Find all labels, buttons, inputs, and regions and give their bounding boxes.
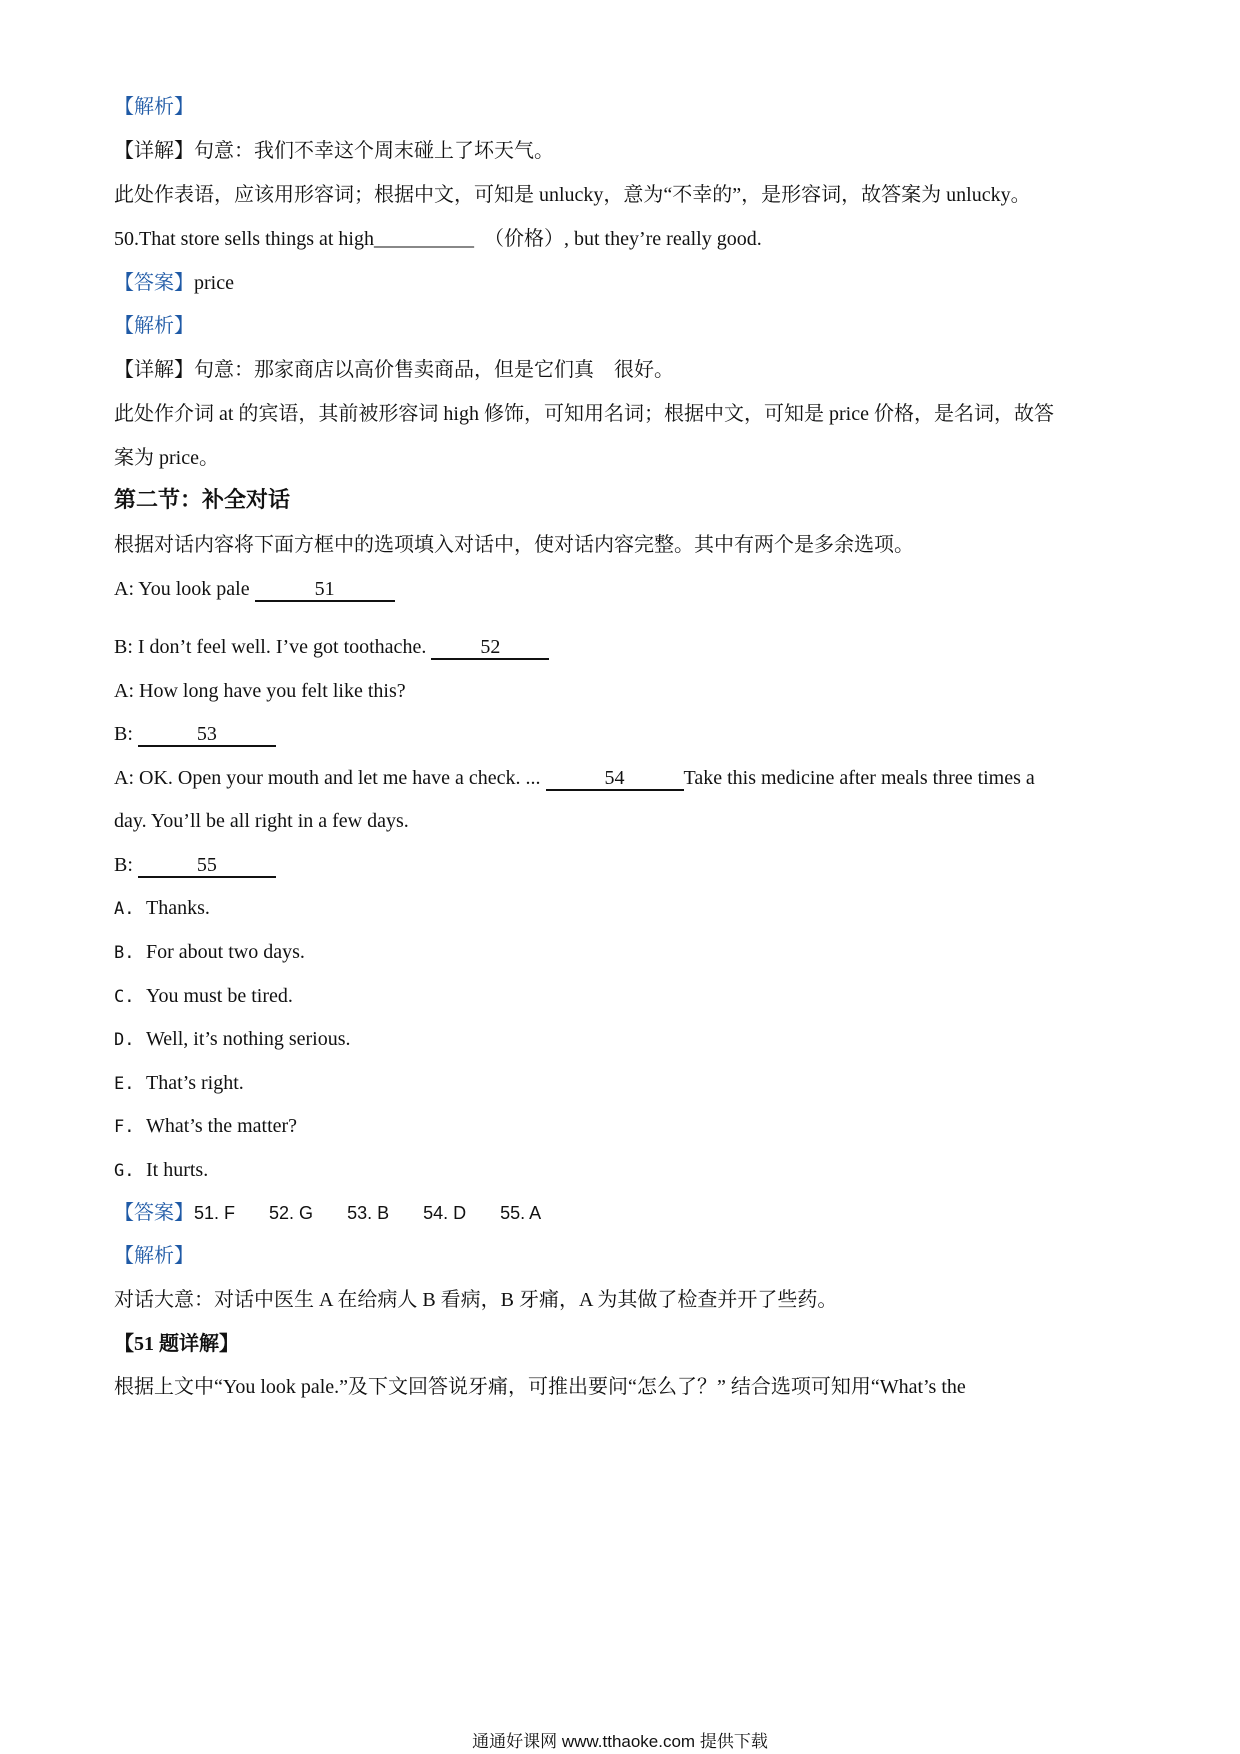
answer-blank: __________ xyxy=(373,228,474,250)
option-text: Thanks. xyxy=(146,897,210,919)
dialogue-text: A: You look pale xyxy=(114,578,255,600)
option-letter: D. xyxy=(114,1030,135,1050)
detail-paragraph xyxy=(114,138,554,164)
detail-paragraph xyxy=(114,357,674,383)
answer-text: price xyxy=(194,272,234,294)
dialogue-blank: 54 xyxy=(546,767,684,791)
answer-item: 52. G xyxy=(269,1203,314,1223)
answer-item: 53. B xyxy=(347,1203,390,1223)
dialogue-blank: 51 xyxy=(255,578,395,602)
dialogue-text: Take this medicine after meals three times a xyxy=(683,767,1035,789)
question-50 xyxy=(114,226,762,252)
dialogue-text: B: xyxy=(114,854,138,876)
detail-tag: 【详解】 xyxy=(114,359,194,381)
dialogue-blank: 52 xyxy=(431,636,549,660)
option-text: That’s right. xyxy=(146,1072,244,1094)
analysis-text: 此处作表语，应该用形容词；根据中文，可知是 unlucky，意为“不幸的”，是形容词，故答案为 unlucky。 xyxy=(114,184,1031,206)
analysis-tag: 【解析】 xyxy=(114,96,194,118)
option-item xyxy=(114,895,210,922)
answer-item: 54. D xyxy=(423,1203,467,1223)
dialogue-line xyxy=(114,721,276,747)
dialogue-blank: 53 xyxy=(138,723,276,747)
section-instruction: 根据对话内容将下面方框中的选项填入对话中，使对话内容完整。其中有两个是多余选项。 xyxy=(114,534,914,556)
option-letter: B. xyxy=(114,943,135,963)
answer-line xyxy=(114,1200,575,1226)
option-text: It hurts. xyxy=(146,1159,209,1181)
dialogue-line xyxy=(114,765,1035,791)
question-hint: （价格）, but they’re really good. xyxy=(483,228,762,250)
answer-tag: 【答案】 xyxy=(114,272,194,294)
option-letter: C. xyxy=(114,987,135,1007)
option-item xyxy=(114,983,293,1010)
option-item xyxy=(114,939,305,966)
dialogue-line: A: How long have you felt like this? xyxy=(114,680,406,702)
detail-text: 句意：那家商店以高价售卖商品，但是它们真 很好。 xyxy=(194,359,674,381)
option-text: What’s the matter? xyxy=(146,1115,298,1137)
dialogue-line xyxy=(114,576,395,602)
option-text: For about two days. xyxy=(146,941,305,963)
answer-item: 51. F xyxy=(194,1203,236,1223)
section-title: 第二节：补全对话 xyxy=(114,488,291,513)
option-text: Well, it’s nothing serious. xyxy=(146,1028,351,1050)
question-51-heading: 【51 题详解】 xyxy=(114,1333,239,1355)
dialogue-text: A: OK. Open your mouth and let me have a check. ... xyxy=(114,767,546,789)
dialogue-summary: 对话大意：对话中医生 A 在给病人 B 看病，B 牙痛，A 为其做了检查并开了些药。 xyxy=(114,1289,838,1311)
question-stem: 50.That store sells things at high xyxy=(114,228,374,250)
option-item xyxy=(114,1070,244,1097)
dialogue-line xyxy=(114,852,276,878)
answer-item: 55. A xyxy=(500,1203,542,1223)
question-51-text: 根据上文中“You look pale.”及下文回答说牙痛，可推出要问“怎么了？” 结合选项可知用“What’s the xyxy=(114,1376,966,1398)
option-letter: E. xyxy=(114,1074,135,1094)
option-letter: F. xyxy=(114,1117,135,1137)
analysis-tag: 【解析】 xyxy=(114,1245,194,1267)
dialogue-blank: 55 xyxy=(138,854,276,878)
dialogue-line: day. You’ll be all right in a few days. xyxy=(114,810,409,832)
option-item xyxy=(114,1157,208,1184)
page-footer: 通通好课网 www.tthaoke.com 提供下载 xyxy=(472,1732,768,1751)
option-letter: G. xyxy=(114,1161,135,1181)
answer-line xyxy=(114,270,234,296)
option-letter: A. xyxy=(114,899,135,919)
analysis-tag: 【解析】 xyxy=(114,315,194,337)
analysis-text: 此处作介词 at 的宾语，其前被形容词 high 修饰，可知用名词；根据中文，可知是 price 价格，是名词，故答 xyxy=(114,403,1054,425)
option-item xyxy=(114,1113,297,1140)
option-item xyxy=(114,1026,351,1053)
dialogue-text: B: I don’t feel well. I’ve got toothache. xyxy=(114,636,432,658)
detail-tag: 【详解】 xyxy=(114,140,194,162)
dialogue-text: B: xyxy=(114,723,138,745)
dialogue-line xyxy=(114,634,549,660)
detail-text: 句意：我们不幸这个周末碰上了坏天气。 xyxy=(194,140,554,162)
answer-tag: 【答案】 xyxy=(114,1202,194,1224)
analysis-text: 案为 price。 xyxy=(114,447,219,469)
option-text: You must be tired. xyxy=(146,985,293,1007)
